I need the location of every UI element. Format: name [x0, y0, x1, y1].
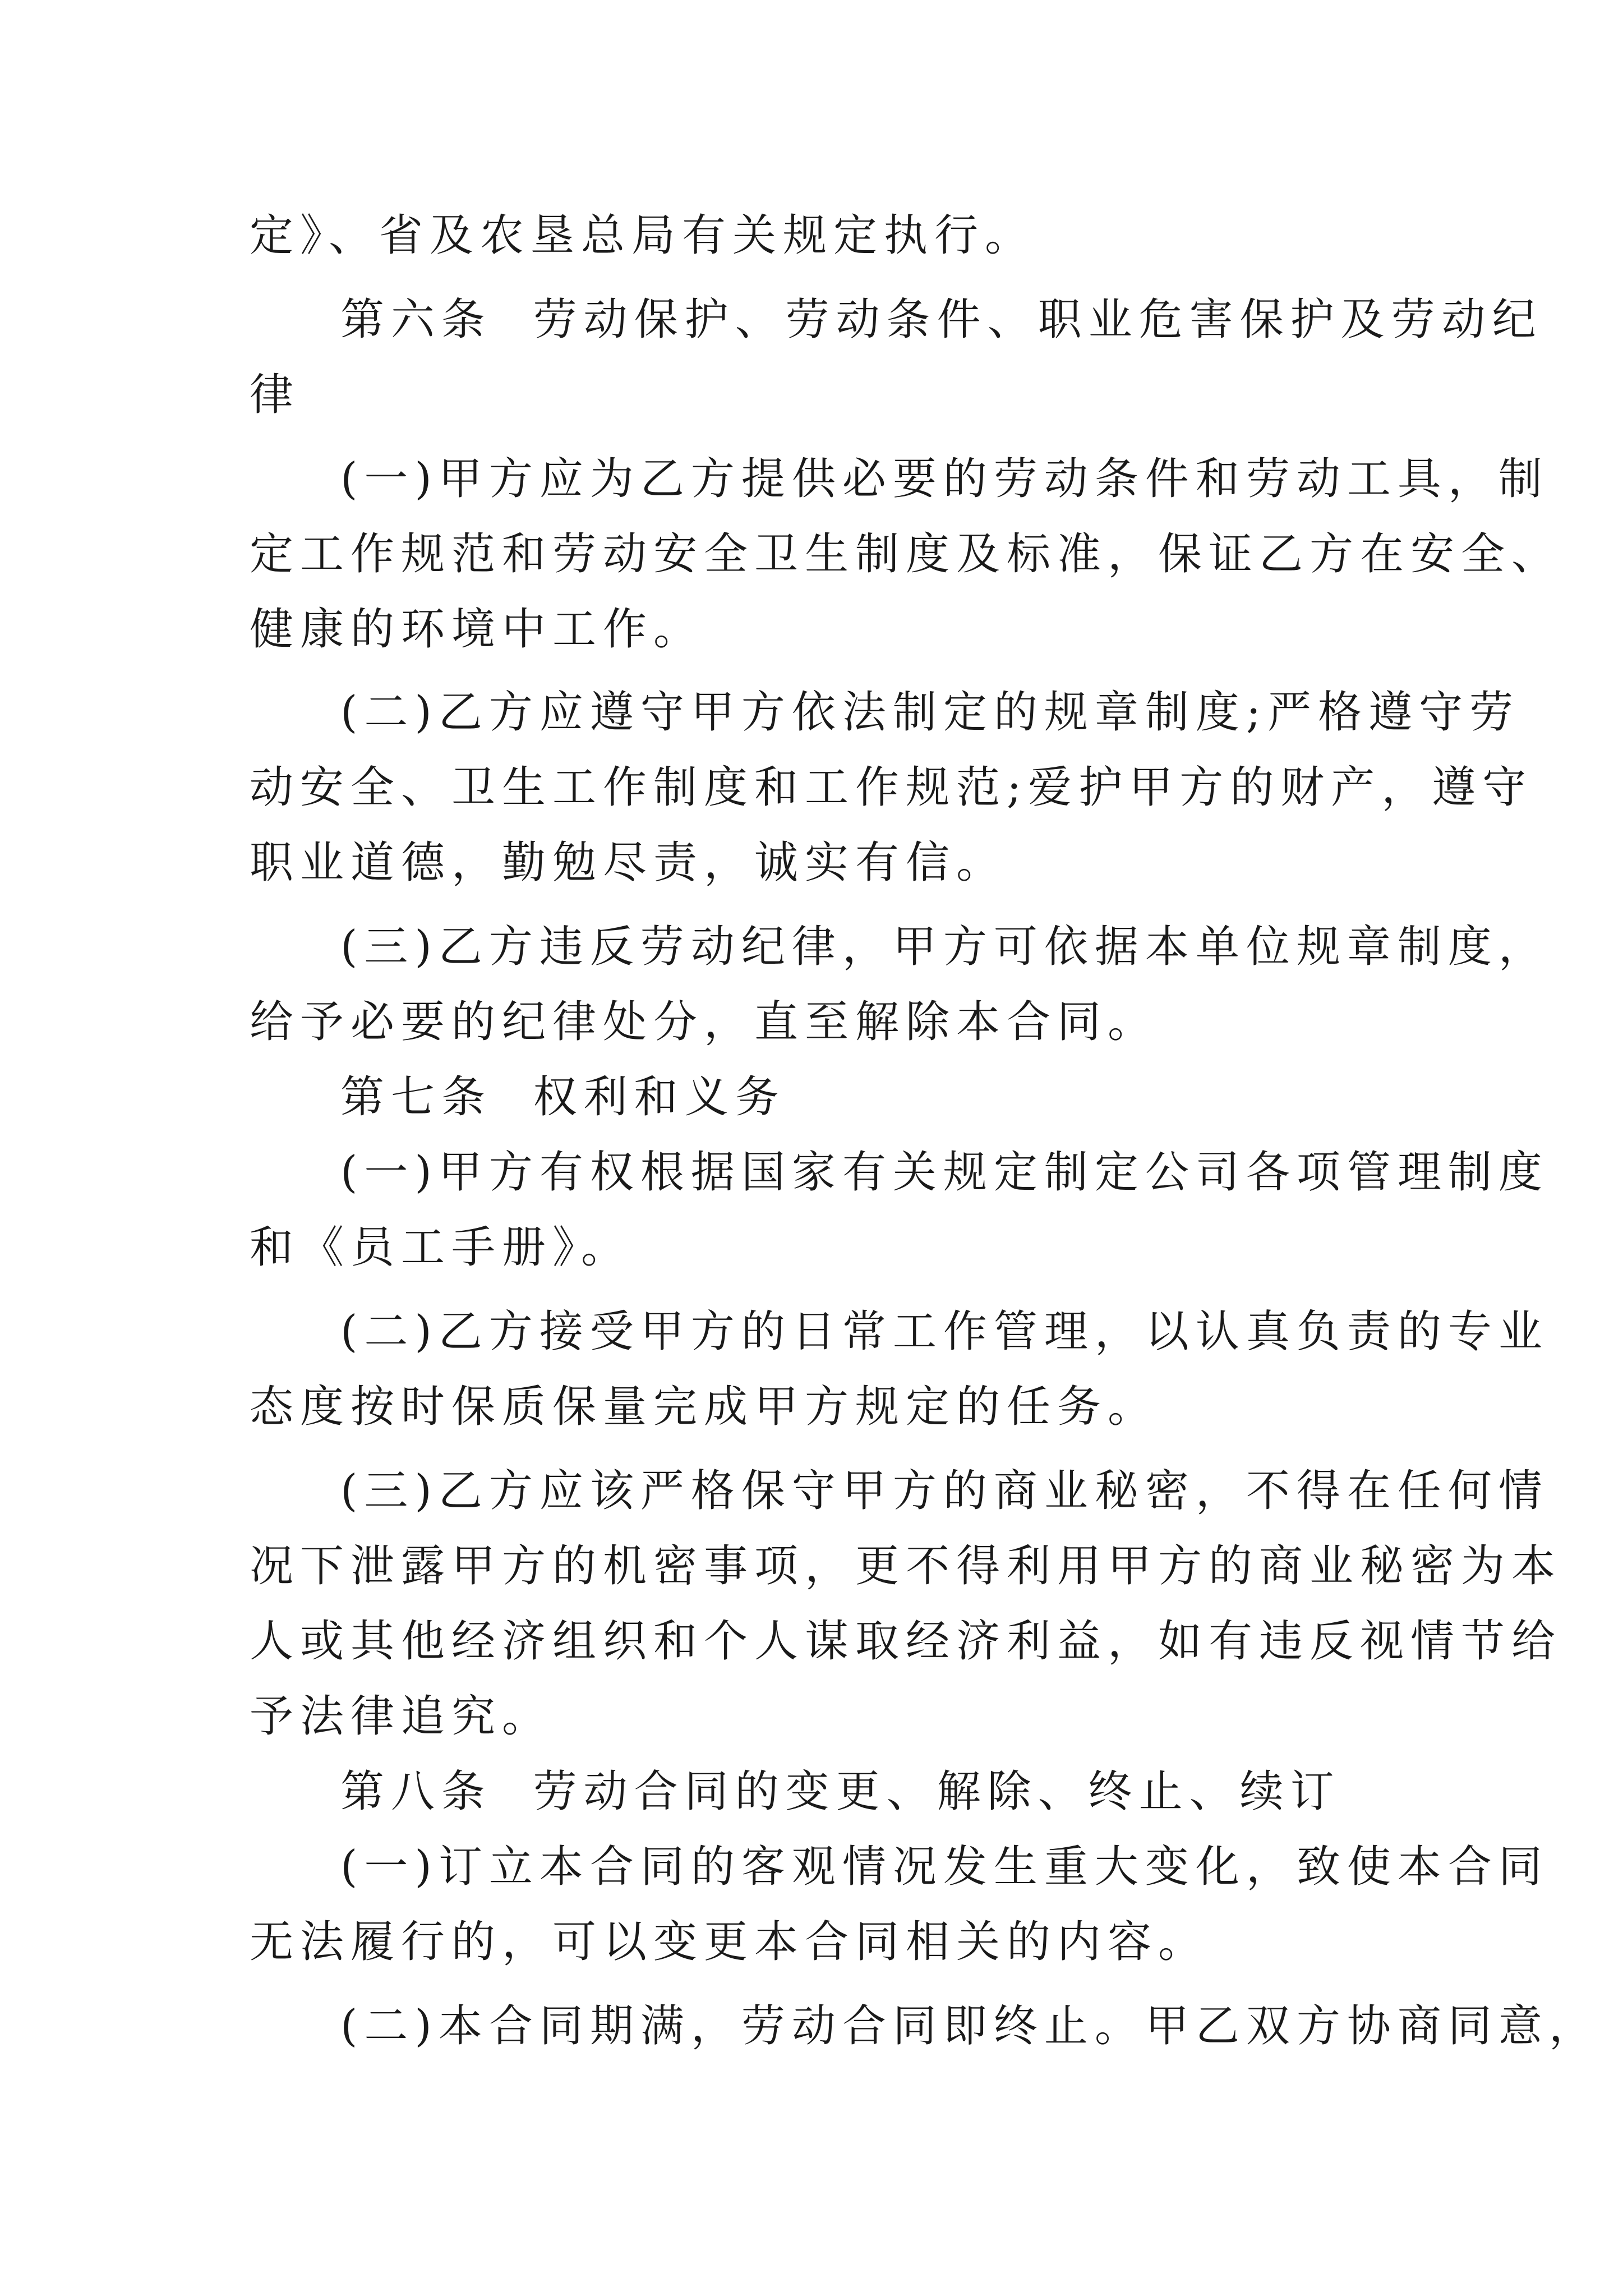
clause-paragraph: (一)甲方有权根据国家有关规定制定公司各项管理制度 [340, 1147, 1549, 1198]
article-7-heading: 第七条 权利和义务 [340, 1072, 786, 1122]
text-line: 予法律追究。 [250, 1691, 553, 1742]
text-line: 健康的环境中工作。 [250, 604, 704, 655]
clause-paragraph: (二)乙方应遵守甲方依法制定的规章制度;严格遵守劳 [340, 687, 1520, 738]
text-line: 给予必要的纪律处分，直至解除本合同。 [250, 997, 1159, 1047]
text-line: 态度按时保质保量完成甲方规定的任务。 [250, 1382, 1159, 1432]
text-line: 定》、省及农垦总局有关规定执行。 [250, 210, 1036, 261]
article-6-heading: 第六条 劳动保护、劳动条件、职业危害保护及劳动纪 [340, 295, 1543, 345]
clause-paragraph: (二)乙方接受甲方的日常工作管理，以认真负责的专业 [340, 1306, 1549, 1357]
clause-paragraph: (三)乙方违反劳动纪律，甲方可依据本单位规章制度， [340, 922, 1549, 972]
text-line: 定工作规范和劳动安全卫生制度及标准，保证乙方在安全、 [250, 529, 1562, 579]
clause-paragraph: (一)甲方应为乙方提供必要的劳动条件和劳动工具，制 [340, 454, 1549, 504]
text-line: 和《员工手册》。 [250, 1222, 632, 1273]
text-line: 人或其他经济组织和个人谋取经济利益，如有违反视情节给 [250, 1616, 1562, 1667]
text-line: 况下泄露甲方的机密事项，更不得利用甲方的商业秘密为本 [250, 1541, 1562, 1591]
text-line: 职业道德，勤勉尽责，诚实有信。 [250, 838, 1007, 888]
clause-paragraph: (三)乙方应该严格保守甲方的商业秘密，不得在任何情 [340, 1466, 1549, 1516]
article-8-heading: 第八条 劳动合同的变更、解除、终止、续订 [340, 1766, 1341, 1817]
clause-paragraph: (二)本合同期满，劳动合同即终止。甲乙双方协商同意， [340, 2001, 1599, 2051]
text-line: 动安全、卫生工作制度和工作规范;爱护甲方的财产，遵守 [250, 762, 1533, 813]
clause-paragraph: (一)订立本合同的客观情况发生重大变化，致使本合同 [340, 1842, 1549, 1892]
text-line: 无法履行的，可以变更本合同相关的内容。 [250, 1917, 1209, 1967]
text-line: 律 [250, 370, 301, 420]
